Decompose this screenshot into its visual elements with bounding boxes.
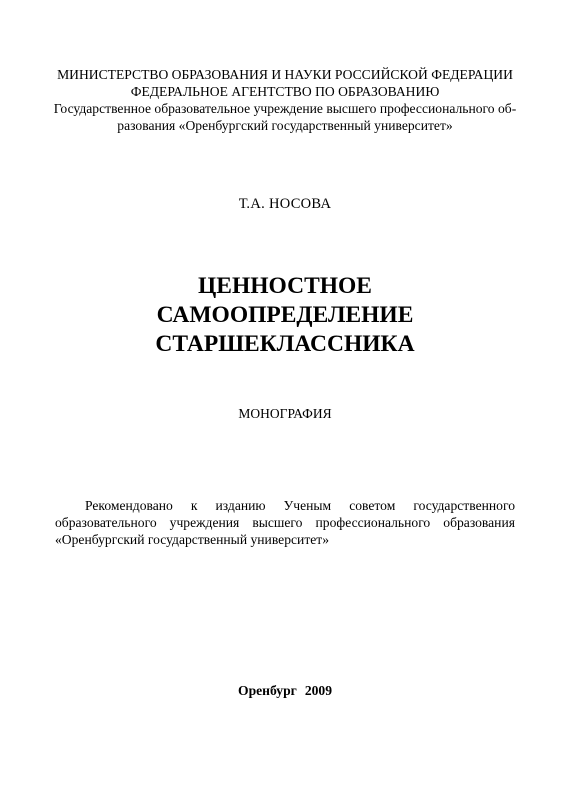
recommendation-line-1: Рекомендовано к изданию Ученым советом государственного [85, 498, 515, 513]
author-name: Т.А. НОСОВА [238, 196, 332, 212]
ministry-line: МИНИСТЕРСТВО ОБРАЗОВАНИЯ И НАУКИ РОССИЙСКОЙ ФЕДЕРАЦИИ [57, 67, 513, 82]
institution-header [40, 66, 530, 134]
genre-label: МОНОГРАФИЯ [238, 406, 332, 421]
agency-line: ФЕДЕРАЛЬНОЕ АГЕНТСТВО ПО ОБРАЗОВАНИЮ [130, 84, 440, 99]
institution-line-2: разования «Оренбургский государственный университет» [117, 118, 453, 133]
publication-city: Оренбург [238, 683, 297, 698]
recommendation-line-3: «Оренбургский государственный университет» [55, 532, 330, 547]
title-line-1: ЦЕННОСТНОЕ [198, 273, 372, 299]
publication-imprint [0, 683, 570, 699]
institution-line-1: Государственное образовательное учреждение высшего профессионального об- [53, 101, 517, 116]
recommendation-text [55, 497, 515, 548]
title-line-3: СТАРШЕКЛАССНИКА [155, 331, 415, 357]
title-line-2: САМООПРЕДЕЛЕНИЕ [156, 302, 414, 328]
recommendation-line-2: образовательного учреждения высшего профессионального образования [55, 515, 515, 530]
book-title [0, 272, 570, 359]
publication-year: 2009 [304, 683, 332, 698]
